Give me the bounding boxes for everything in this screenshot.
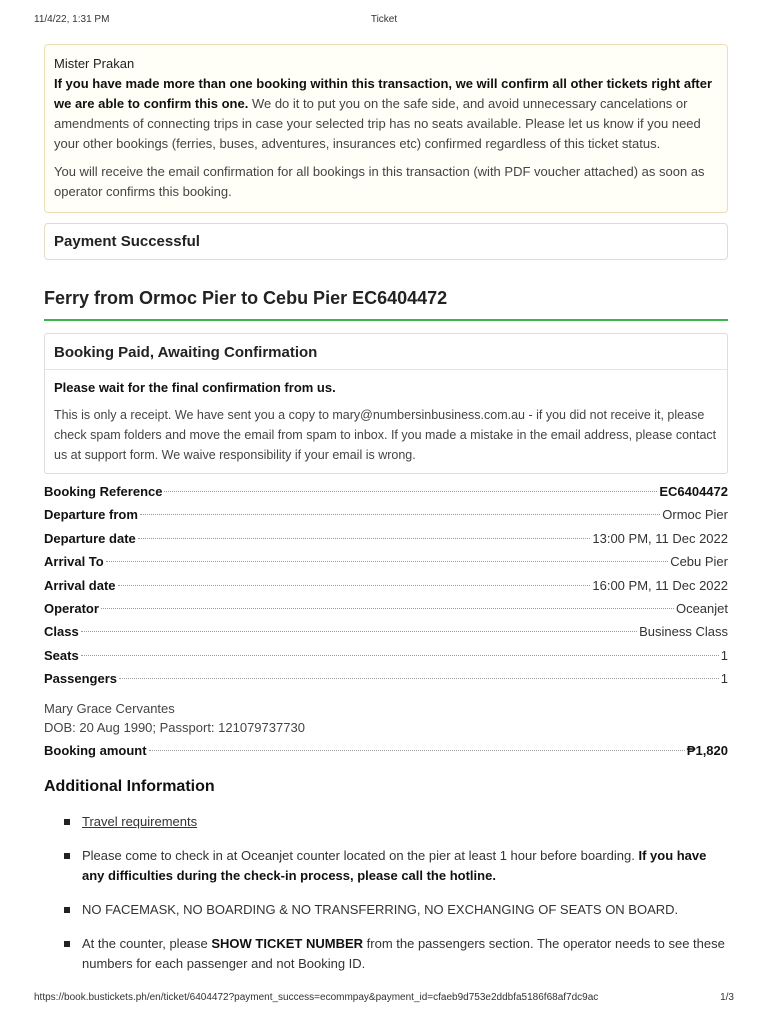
booking-details: [44, 484, 728, 766]
checkin-bold-text: If you have any difficulties during the check-in process, please call the hotline.: [82, 847, 707, 883]
notice-normal-text: We do it to put you on the safe side, and avoid unnecessary cancelations or amendments of connecting trips in case your selected trip has no seats available. Please let us know if you need your other bookings (ferries, buses, adventures, insurances etc) confirmed regardless of this ticket status.: [54, 96, 701, 151]
detail-row-class: [44, 624, 728, 647]
detail-label: Seats: [44, 647, 79, 663]
passenger-entry: [44, 699, 728, 737]
detail-row-booking-reference: [44, 484, 728, 507]
detail-label: Departure from: [44, 507, 138, 523]
print-date: 11/4/22, 1:31 PM: [34, 14, 110, 25]
list-item: [64, 934, 728, 974]
booking-status-card: [44, 333, 728, 474]
additional-info-list: [44, 812, 728, 974]
detail-label: Departure date: [44, 530, 136, 546]
ticket-content: [44, 44, 728, 988]
detail-label: Passengers: [44, 671, 117, 687]
booking-notice: [44, 44, 728, 213]
passenger-info: DOB: 20 Aug 1990; Passport: 121079737730: [44, 719, 305, 735]
customer-name: Mister Prakan: [54, 56, 135, 71]
arrival-date-value: 16:00 PM, 11 Dec 2022: [592, 577, 728, 593]
print-header: [34, 14, 734, 30]
detail-label: Booking amount: [44, 742, 147, 758]
arrival-to-value: Cebu Pier: [670, 554, 728, 570]
notice-bold-text: If you have made more than one booking within this transaction, we will confirm all other tickets right after we are able to confirm this one.: [54, 76, 713, 111]
additional-info-title: Additional Information: [44, 777, 215, 795]
detail-row-departure-date: [44, 531, 728, 554]
departure-date-value: 13:00 PM, 11 Dec 2022: [592, 530, 728, 546]
detail-row-booking-amount: [44, 743, 728, 766]
counter-text-post: from the passengers section. The operator needs to see these numbers for each passenger and not Booking ID.: [82, 935, 725, 971]
departure-from-value: Ormoc Pier: [662, 507, 728, 523]
notice-paragraph: [54, 74, 718, 154]
passengers-value: 1: [720, 671, 728, 687]
class-value: Business Class: [639, 624, 728, 640]
booking-reference-value: EC6404472: [659, 484, 728, 499]
page-url: https://book.bustickets.ph/en/ticket/6404472?payment_success=ecommpay&payment_id=cfaeb9d753e2ddbfa5186f68af7dc9ac: [34, 992, 599, 1003]
print-footer: [34, 992, 734, 1008]
checkin-text: Please come to check in at Oceanjet counter located on the pier at least 1 hour before boarding.: [82, 847, 639, 863]
travel-requirements-link[interactable]: Travel requirements: [82, 813, 198, 829]
counter-bold-text: SHOW TICKET NUMBER: [211, 935, 364, 951]
wait-message: Please wait for the final confirmation from us.: [54, 380, 336, 395]
page-number: 1/3: [720, 992, 734, 1003]
detail-label: Class: [44, 624, 79, 640]
payment-status-box: Payment Successful: [44, 223, 728, 260]
passenger-name: Mary Grace Cervantes: [44, 700, 175, 716]
detail-label: Operator: [44, 600, 99, 616]
facemask-text: NO FACEMASK, NO BOARDING & NO TRANSFERRING, NO EXCHANGING OF SEATS ON BOARD.: [82, 901, 679, 917]
detail-row-passengers: [44, 671, 728, 694]
list-item: [64, 846, 728, 886]
list-item: [64, 812, 728, 832]
list-item: [64, 900, 728, 920]
receipt-message: This is only a receipt. We have sent you a copy to mary@numbersinbusiness.com.au - if you did not receive it, please check spam folders and move the email from spam to inbox. If you made a mistake in the email address, please contact us at support form. We waive responsibility if your email is wrong.: [54, 408, 717, 462]
operator-value: Oceanjet: [675, 600, 728, 616]
print-title: Ticket: [370, 14, 398, 25]
detail-label: Booking Reference: [44, 484, 163, 499]
detail-row-operator: [44, 601, 728, 624]
detail-label: Arrival To: [44, 554, 104, 570]
booking-status-heading: Booking Paid, Awaiting Confirmation: [45, 334, 727, 370]
counter-text-pre: At the counter, please: [82, 935, 212, 951]
detail-label: Arrival date: [44, 577, 116, 593]
detail-row-arrival-date: [44, 578, 728, 601]
detail-row-departure-from: [44, 507, 728, 530]
booking-amount-value: ₱1,820: [686, 742, 728, 758]
ferry-title: Ferry from Ormoc Pier to Cebu Pier EC6404472: [44, 288, 728, 321]
detail-row-arrival-to: [44, 554, 728, 577]
seats-value: 1: [720, 647, 728, 663]
detail-row-seats: [44, 648, 728, 671]
email-notice-text: You will receive the email confirmation for all bookings in this transaction (with PDF voucher attached) as soon as operator confirms this booking.: [54, 164, 705, 199]
